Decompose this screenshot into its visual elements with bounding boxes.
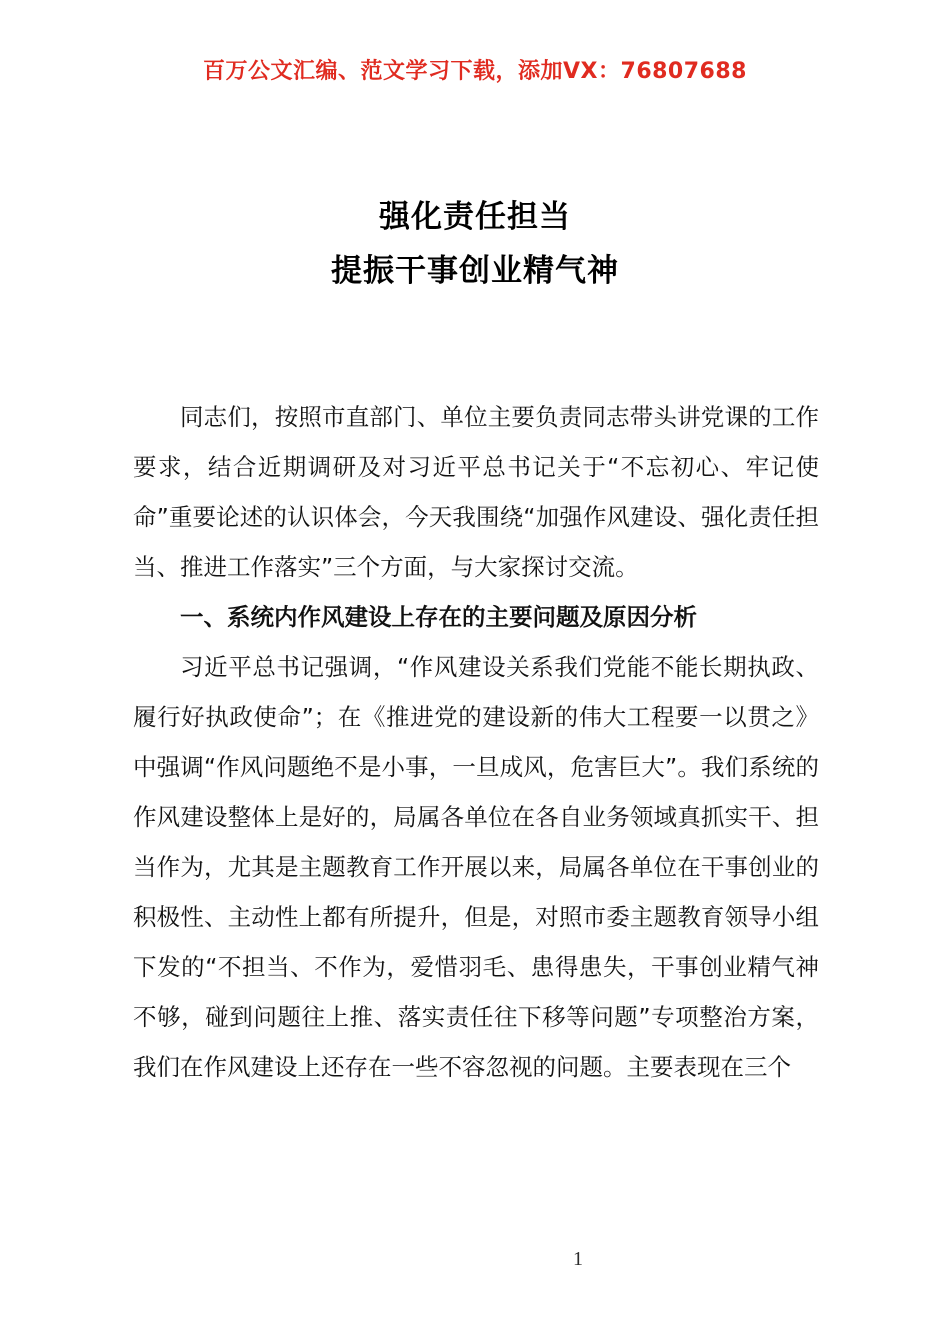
page-title — [0, 190, 950, 298]
section-heading-1: 一、系统内作风建设上存在的主要问题及原因分析 — [180, 603, 697, 631]
body-paragraph-2: 习近平总书记强调，“作风建设关系我们党能不能长期执政、履行好执政使命”；在《推进党的建设新的伟大工程要一以贯之》中强调“作风问题绝不是小事，一旦成风，危害巨大”。我们系统的作风建设整体上是好的，局属各单位在各自业务领域真抓实干、担当作为，尤其是主题教育工作开展以来，局属各单位在干事创业的积极性、主动性上都有所提升，但是，对照市委主题教育领导小组下发的“不担当、不作为，爱惜羽毛、患得患失，干事创业精气神不够，碰到问题往上推、落实责任往下移等问题”专项整治方案，我们在作风建设上还存在一些不容忽视的问题。主要表现在三个 — [133, 653, 819, 1081]
body-paragraph-1: 同志们，按照市直部门、单位主要负责同志带头讲党课的工作要求，结合近期调研及对习近平总书记关于“不忘初心、牢记使命”重要论述的认识体会，今天我围绕“加强作风建设、强化责任担当、推进工作落实”三个方面，与大家探讨交流。 — [133, 403, 819, 581]
page-number: 1 — [573, 1248, 583, 1270]
page-title-line-2: 提振干事创业精气神 — [331, 253, 619, 289]
page-title-line-1: 强化责任担当 — [379, 199, 571, 235]
header-watermark: 百万公文汇编、范文学习下载，添加VX：76807688 — [203, 59, 747, 84]
document-body — [133, 392, 819, 1092]
